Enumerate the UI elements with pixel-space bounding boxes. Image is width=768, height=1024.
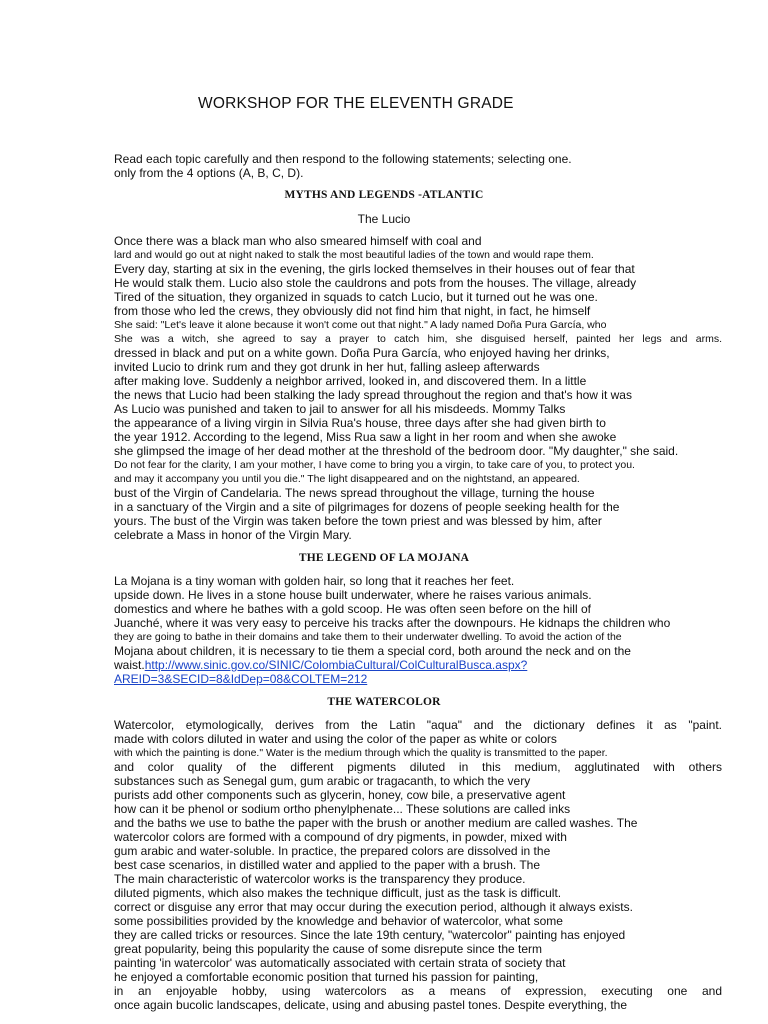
body-line: La Mojana is a tiny woman with golden hair, so long that it reaches her feet. <box>114 574 515 588</box>
source-link-continued[interactable]: AREID=3&SECID=8&IdDep=08&COLTEM=212 <box>114 672 368 686</box>
body-line: purists add other components such as glycerin, honey, cow bile, a preservative agent <box>114 788 566 802</box>
body-line: diluted pigments, which also makes the technique difficult, just as the task is difficult. <box>114 886 562 900</box>
body-line: painting 'in watercolor' was automatically associated with certain strata of society that <box>114 956 566 970</box>
body-line: domestics and where he bathes with a gold scoop. He was often seen before on the hill of <box>114 602 591 616</box>
section-heading-myths: MYTHS AND LEGENDS -ATLANTIC <box>284 189 484 201</box>
body-line: he enjoyed a comfortable economic position that turned his passion for painting, <box>114 970 539 984</box>
body-line: in an enjoyable hobby, using watercolors as a means of expression, executing one and <box>114 984 722 998</box>
section-body-watercolor <box>114 718 722 1012</box>
body-line: some possibilities provided by the knowledge and behavior of watercolor, what some <box>114 914 563 928</box>
body-line: Mojana about children, it is necessary to tie them a special cord, both around the neck and on the <box>114 644 631 658</box>
body-line: best case scenarios, in distilled water and applied to the paper with a brush. The <box>114 858 541 872</box>
body-line: celebrate a Mass in honor of the Virgin Mary. <box>114 528 352 542</box>
body-line: She was a witch, she agreed to say a prayer to catch him, she disguised herself, painted her legs and arms. <box>114 333 722 345</box>
body-line: once again bucolic landscapes, delicate, using and abusing pastel tones. Despite everything, the <box>114 998 628 1012</box>
instructions-line: only from the 4 options (A, B, C, D). <box>114 166 304 180</box>
body-line: correct or disguise any error that may occur during the execution period, although it always exists. <box>114 900 633 914</box>
body-line: She said: "Let's leave it alone because it won't come out that night." A lady named Doña Pura García, who <box>114 319 607 331</box>
body-line: As Lucio was punished and taken to jail to answer for all his misdeeds. Mommy Talks <box>114 402 566 416</box>
body-line: lard and would go out at night naked to stalk the most beautiful ladies of the town and would rape them. <box>114 249 594 261</box>
body-line: gum arabic and water-soluble. In practice, the prepared colors are dissolved in the <box>114 844 551 858</box>
body-line: and color quality of the different pigments diluted in this medium, agglutinated with others <box>114 760 722 774</box>
body-line: Every day, starting at six in the evening, the girls locked themselves in their houses out of fear that <box>114 262 635 276</box>
body-line: He would stalk them. Lucio also stole the cauldrons and pots from the houses. The village, already <box>114 276 637 290</box>
body-line: with which the painting is done." Water is the medium through which the quality is transmitted to the paper. <box>114 747 608 759</box>
body-line: the news that Lucio had been stalking the lady spread throughout the region and that's how it was <box>114 388 632 402</box>
body-line: bust of the Virgin of Candelaria. The news spread throughout the village, turning the house <box>114 486 595 500</box>
body-line: she glimpsed the image of her dead mother at the threshold of the bedroom door. "My daughter," she said. <box>114 444 679 458</box>
body-line: and the baths we use to bathe the paper with the brush or another medium are called washes. The <box>114 816 638 830</box>
source-link[interactable]: http://www.sinic.gov.co/SINIC/ColombiaCultural/ColCulturalBusca.aspx? <box>144 658 528 672</box>
body-line: the appearance of a living virgin in Silvia Rua's house, three days after she had given birth to <box>114 416 606 430</box>
body-line: and may it accompany you until you die." The light disappeared and on the nightstand, an appeared. <box>114 473 580 485</box>
body-line: Tired of the situation, they organized in squads to catch Lucio, but it turned out he was one. <box>114 290 598 304</box>
body-line: watercolor colors are formed with a compound of dry pigments, in powder, mixed with <box>114 830 567 844</box>
body-line: yours. The bust of the Virgin was taken before the town priest and was blessed by him, after <box>114 514 602 528</box>
body-line: substances such as Senegal gum, gum arabic or tragacanth, to which the very <box>114 774 531 788</box>
instructions-line: Read each topic carefully and then respond to the following statements; selecting one. <box>114 152 572 166</box>
body-text: waist. <box>114 658 145 672</box>
instructions <box>114 152 572 180</box>
section-heading-mojana: THE LEGEND OF LA MOJANA <box>298 552 470 564</box>
section-body-mojana <box>114 574 722 686</box>
body-line: after making love. Suddenly a neighbor arrived, looked in, and discovered them. In a little <box>114 374 587 388</box>
body-line: the year 1912. According to the legend, Miss Rua saw a light in her room and when she awoke <box>114 430 617 444</box>
link-line <box>114 672 722 686</box>
body-line-with-link <box>114 658 722 672</box>
body-line: dressed in black and put on a white gown. Doña Pura García, who enjoyed having her drinks, <box>114 346 610 360</box>
body-line: in a sanctuary of the Virgin and a site of pilgrimages for dozens of people seeking health for the <box>114 500 620 514</box>
body-line: from those who led the crews, they obviously did not find him that night, in fact, he himself <box>114 304 591 318</box>
body-line: how can it be phenol or sodium ortho phenylphenate... These solutions are called inks <box>114 802 571 816</box>
body-line: Watercolor, etymologically, derives from the Latin "aqua" and the dictionary defines it as "paint. <box>114 718 722 732</box>
body-line: upside down. He lives in a stone house built underwater, where he raises various animals. <box>114 588 592 602</box>
body-line: Do not fear for the clarity, I am your mother, I have come to bring you a virgin, to take care of you, to protect you. <box>114 459 635 471</box>
body-line: they are going to bathe in their domains and take them to their underwater dwelling. To avoid the action of the <box>114 631 622 643</box>
body-line: The main characteristic of watercolor works is the transparency they produce. <box>114 872 526 886</box>
section-body-lucio <box>114 234 722 542</box>
body-line: they are called tricks or resources. Since the late 19th century, "watercolor" painting has enjoyed <box>114 928 626 942</box>
body-line: Juanché, where it was very easy to perceive his tracks after the downpours. He kidnaps the children who <box>114 616 671 630</box>
body-line: made with colors diluted in water and using the color of the paper as white or colors <box>114 732 557 746</box>
story-subtitle-lucio: The Lucio <box>357 212 411 226</box>
body-line: invited Lucio to drink rum and they got drunk in her hut, falling asleep afterwards <box>114 360 540 374</box>
section-heading-watercolor: THE WATERCOLOR <box>327 696 441 708</box>
document-title: WORKSHOP FOR THE ELEVENTH GRADE <box>198 95 514 112</box>
body-line: Once there was a black man who also smeared himself with coal and <box>114 234 482 248</box>
body-line: great popularity, being this popularity the cause of some disrepute since the term <box>114 942 543 956</box>
